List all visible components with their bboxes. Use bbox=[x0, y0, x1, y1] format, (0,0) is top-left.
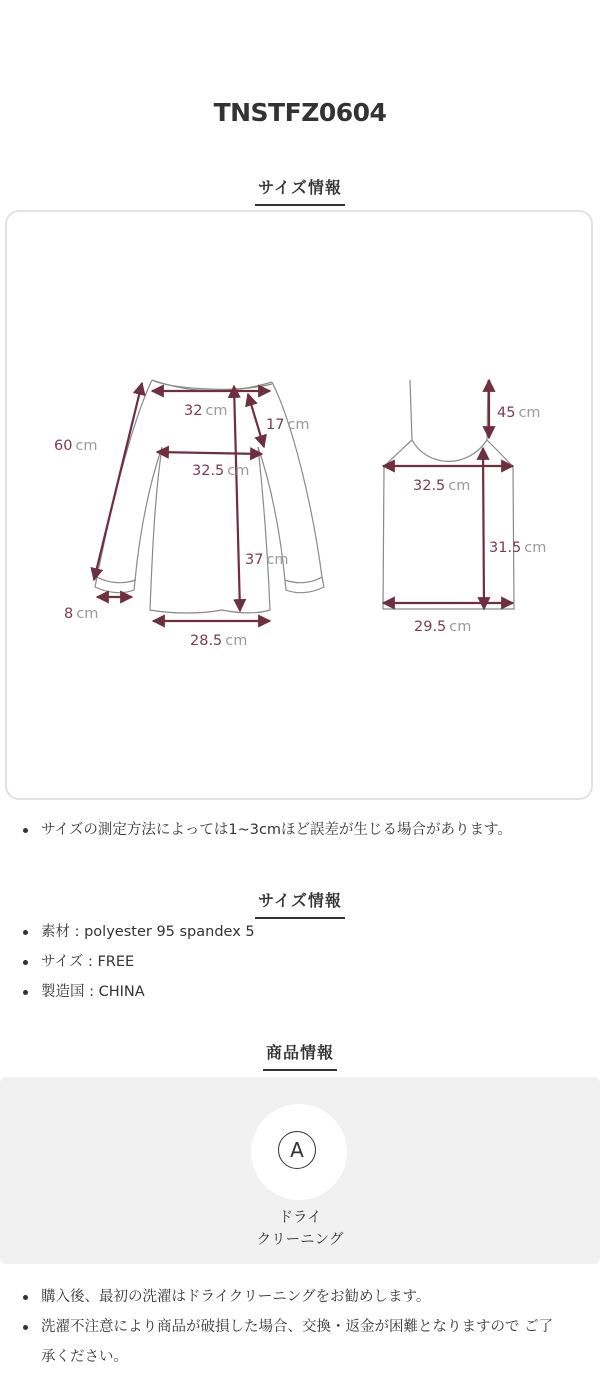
blouse-measures bbox=[94, 383, 270, 621]
label-strap: 45 cm bbox=[497, 405, 541, 421]
label-blouse-chest: 32.5 cm bbox=[192, 463, 250, 479]
label-cami-chest: 32.5 cm bbox=[413, 478, 471, 494]
product-note-2: 洗濯不注意により商品が破損した場合、交換・返金が困難となりますので ご了承ください。 bbox=[20, 1312, 580, 1372]
care-icon-circle bbox=[251, 1104, 347, 1200]
size-heading: サイズ情報 bbox=[0, 175, 600, 206]
label-cuff: 8 cm bbox=[64, 606, 99, 622]
label-sleeve-top: 17 cm bbox=[266, 417, 310, 433]
label-shoulder: 32 cm bbox=[184, 403, 228, 419]
label-cami-length: 31.5 cm bbox=[489, 540, 547, 556]
camisole-measures bbox=[383, 380, 513, 609]
size-note-list bbox=[20, 815, 580, 845]
size-note: サイズの測定方法によっては1~3cmほど誤差が生じる場合があります。 bbox=[20, 815, 580, 845]
spec-item-origin: 製造国 : CHINA bbox=[20, 977, 580, 1007]
product-notes bbox=[20, 1282, 580, 1372]
care-panel bbox=[0, 1077, 600, 1264]
product-note-1: 購入後、最初の洗濯はドライクリーニングをお勧めします。 bbox=[20, 1282, 580, 1312]
spec-item-size: サイズ : FREE bbox=[20, 947, 580, 977]
size-diagram bbox=[5, 210, 593, 800]
camisole-sketch bbox=[383, 380, 514, 609]
dry-clean-a-icon: A bbox=[278, 1131, 316, 1169]
spec-heading: サイズ情報 bbox=[0, 888, 600, 919]
label-total-length: 60 cm bbox=[54, 438, 98, 454]
spec-list bbox=[20, 917, 580, 1007]
label-blouse-hem: 28.5 cm bbox=[190, 633, 248, 649]
spec-item-material: 素材 : polyester 95 spandex 5 bbox=[20, 917, 580, 947]
label-body-length: 37 cm bbox=[245, 552, 289, 568]
product-code: TNSTFZ0604 bbox=[213, 98, 387, 127]
care-label: ドライ クリーニング bbox=[256, 1210, 344, 1248]
product-heading: 商品情報 bbox=[0, 1040, 600, 1071]
label-cami-hem: 29.5 cm bbox=[414, 619, 472, 635]
